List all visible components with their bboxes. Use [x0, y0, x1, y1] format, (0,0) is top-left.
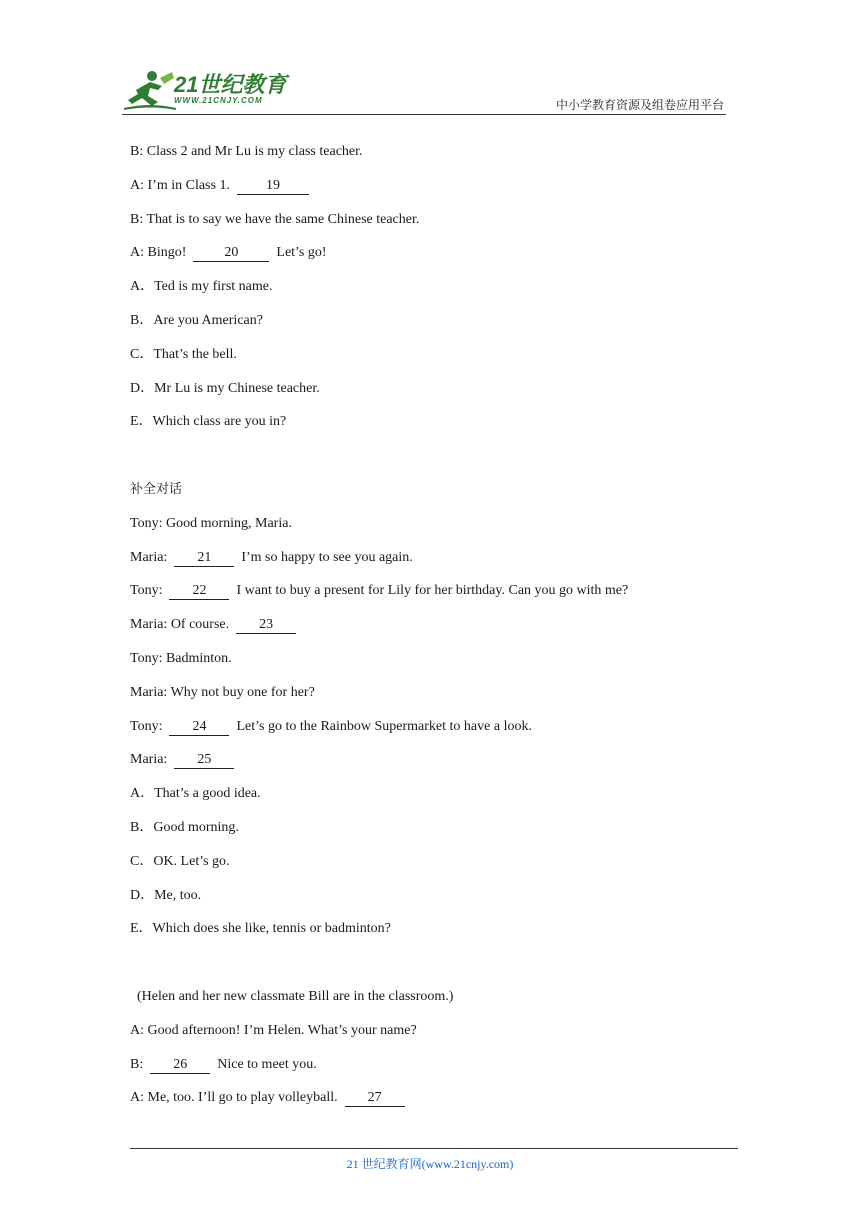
footer-text: 21 世纪教育网(www.21cnjy.com)	[346, 1157, 514, 1171]
line-text: Let’s go!	[269, 245, 327, 261]
runner-icon	[122, 68, 178, 114]
line-text: A: I’m in Class 1.	[130, 177, 237, 193]
answer-blank[interactable]: 26	[150, 1057, 210, 1074]
page-header	[122, 62, 726, 117]
text-line	[130, 547, 750, 581]
answer-blank[interactable]: 20	[193, 245, 269, 262]
text-line	[130, 276, 750, 310]
line-text: B: Class 2 and Mr Lu is my class teacher.	[130, 144, 363, 159]
text-line	[130, 513, 750, 547]
answer-blank[interactable]: 19	[237, 178, 309, 195]
line-text: Nice to meet you.	[210, 1056, 317, 1072]
text-line	[130, 344, 750, 378]
line-text: E．Which does she like, tennis or badminton?	[130, 921, 391, 937]
line-text: A: Good afternoon! I’m Helen. What’s your name?	[130, 1022, 417, 1038]
line-text: Maria:	[130, 752, 175, 768]
line-text: E．Which class are you in?	[130, 414, 287, 430]
footer-divider	[130, 1148, 738, 1149]
line-text: Tony: Badminton.	[130, 650, 232, 666]
line-text: (Helen and her new classmate Bill are in the classroom.)	[130, 988, 454, 1004]
line-text: A．Ted is my first name.	[130, 279, 273, 295]
line-text: D．Me, too.	[130, 887, 202, 903]
line-text: D．Mr Lu is my Chinese teacher.	[130, 380, 320, 396]
text-line	[130, 1087, 750, 1121]
line-text: A．That’s a good idea.	[130, 786, 261, 802]
line-text: Tony: Good morning, Maria.	[130, 515, 292, 531]
text-line	[130, 749, 750, 783]
line-text: I’m so happy to see you again.	[234, 549, 413, 565]
text-line	[130, 411, 750, 445]
text-line	[130, 817, 750, 851]
text-line	[130, 682, 750, 716]
text-line	[130, 851, 750, 885]
logo-subtext: WWW.21CNJY.COM	[174, 96, 263, 105]
answer-blank[interactable]: 27	[345, 1090, 405, 1107]
line-text: B．Good morning.	[130, 819, 239, 835]
text-line	[130, 1020, 750, 1054]
text-line	[130, 310, 750, 344]
page-footer	[0, 1155, 860, 1172]
answer-blank[interactable]: 24	[169, 719, 229, 736]
text-line	[130, 1054, 750, 1088]
text-line	[130, 378, 750, 412]
line-text: B: That is to say we have the same Chinese teacher.	[130, 211, 420, 227]
section-heading	[130, 479, 750, 513]
text-line	[130, 209, 750, 243]
text-line	[130, 580, 750, 614]
text-line	[130, 783, 750, 817]
answer-blank[interactable]: 23	[236, 617, 296, 634]
text-line	[130, 716, 750, 750]
text-line	[130, 614, 750, 648]
line-text: Maria: Why not buy one for her?	[130, 684, 315, 700]
answer-blank[interactable]: 22	[169, 583, 229, 600]
section-gap	[130, 445, 750, 479]
logo-text: 21世纪教育	[174, 72, 287, 97]
document-body	[130, 141, 750, 1121]
text-line	[130, 242, 750, 276]
site-logo	[122, 68, 292, 114]
section-gap	[130, 952, 750, 986]
text-line	[130, 648, 750, 682]
text-line	[130, 175, 750, 209]
line-text: B．Are you American?	[130, 312, 263, 328]
line-text: Maria:	[130, 549, 175, 565]
line-text: 补全对话	[130, 481, 183, 497]
text-line	[130, 141, 750, 175]
answer-blank[interactable]: 21	[174, 550, 234, 567]
line-text: I want to buy a present for Lily for her birthday. Can you go with me?	[229, 583, 629, 599]
line-text: C．That’s the bell.	[130, 346, 237, 362]
text-line	[130, 918, 750, 952]
line-text: Let’s go to the Rainbow Supermarket to have a look.	[229, 718, 532, 734]
line-text: Tony:	[130, 583, 170, 599]
line-text: A: Me, too. I’ll go to play volleyball.	[130, 1090, 345, 1106]
text-line	[130, 986, 750, 1020]
header-platform-text: 中小学教育资源及组卷应用平台	[555, 98, 724, 112]
line-text: A: Bingo!	[130, 245, 194, 261]
header-divider	[122, 114, 726, 115]
text-line	[130, 885, 750, 919]
line-text: Tony:	[130, 718, 170, 734]
line-text: C．OK. Let’s go.	[130, 853, 230, 869]
line-text: B:	[130, 1056, 151, 1072]
answer-blank[interactable]: 25	[174, 752, 234, 769]
line-text: Maria: Of course.	[130, 617, 237, 633]
